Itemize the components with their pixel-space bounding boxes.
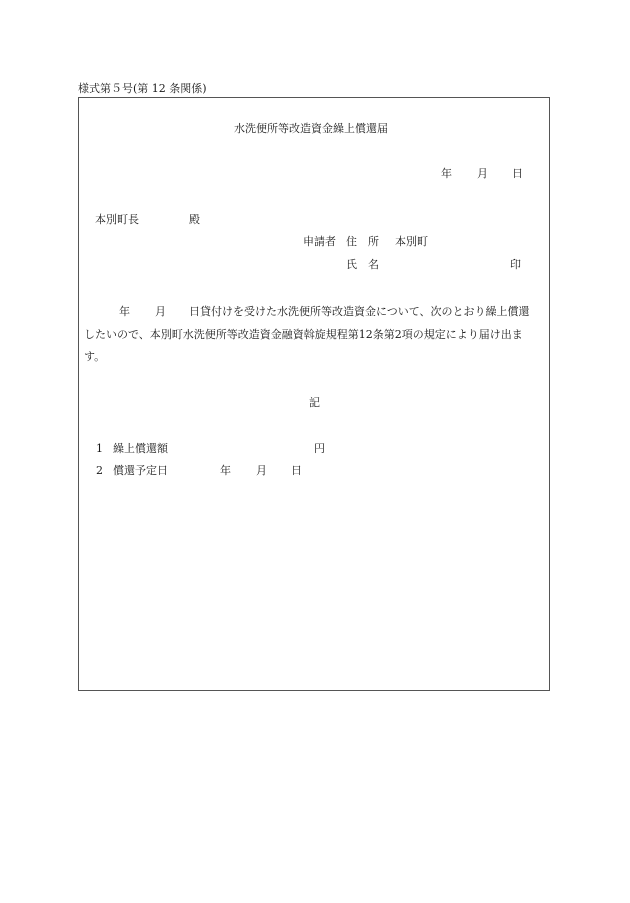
body-month-label: 月 [155, 305, 166, 318]
addressee-name: 本別町長 [95, 213, 139, 226]
body-line-3: す。 [84, 350, 106, 363]
body-line-1: 日貸付けを受けた水洗便所等改造資金について、次のとおり繰上償還 [189, 305, 530, 318]
form-number: 様式第５号(第 12 条関係) [78, 82, 207, 95]
ki-heading: 記 [309, 396, 320, 409]
date-month-label: 月 [477, 167, 488, 180]
item-2-year-label: 年 [220, 464, 231, 477]
item-2-month-label: 月 [256, 464, 267, 477]
item-2-label: 償還予定日 [113, 464, 168, 477]
form-title: 水洗便所等改造資金繰上償還届 [234, 122, 388, 135]
name-label: 氏 名 [346, 258, 379, 271]
body-line-2: したいので、本別町水洗便所等改造資金融資斡旋規程第12条第2項の規定により届け出ま [84, 328, 523, 341]
address-value: 本別町 [395, 235, 428, 248]
item-1-unit: 円 [314, 442, 325, 455]
body-year-label: 年 [119, 305, 130, 318]
item-1-label: 繰上償還額 [113, 442, 168, 455]
date-year-label: 年 [441, 167, 452, 180]
date-day-label: 日 [512, 167, 523, 180]
address-label: 住 所 [346, 235, 379, 248]
item-2-number: 2 [96, 464, 103, 477]
form-frame [78, 97, 550, 691]
applicant-label: 申請者 [303, 235, 336, 248]
addressee-honorific: 殿 [189, 213, 200, 226]
item-2-day-label: 日 [291, 464, 302, 477]
seal-mark: 印 [510, 258, 521, 271]
item-1-number: 1 [96, 442, 103, 455]
